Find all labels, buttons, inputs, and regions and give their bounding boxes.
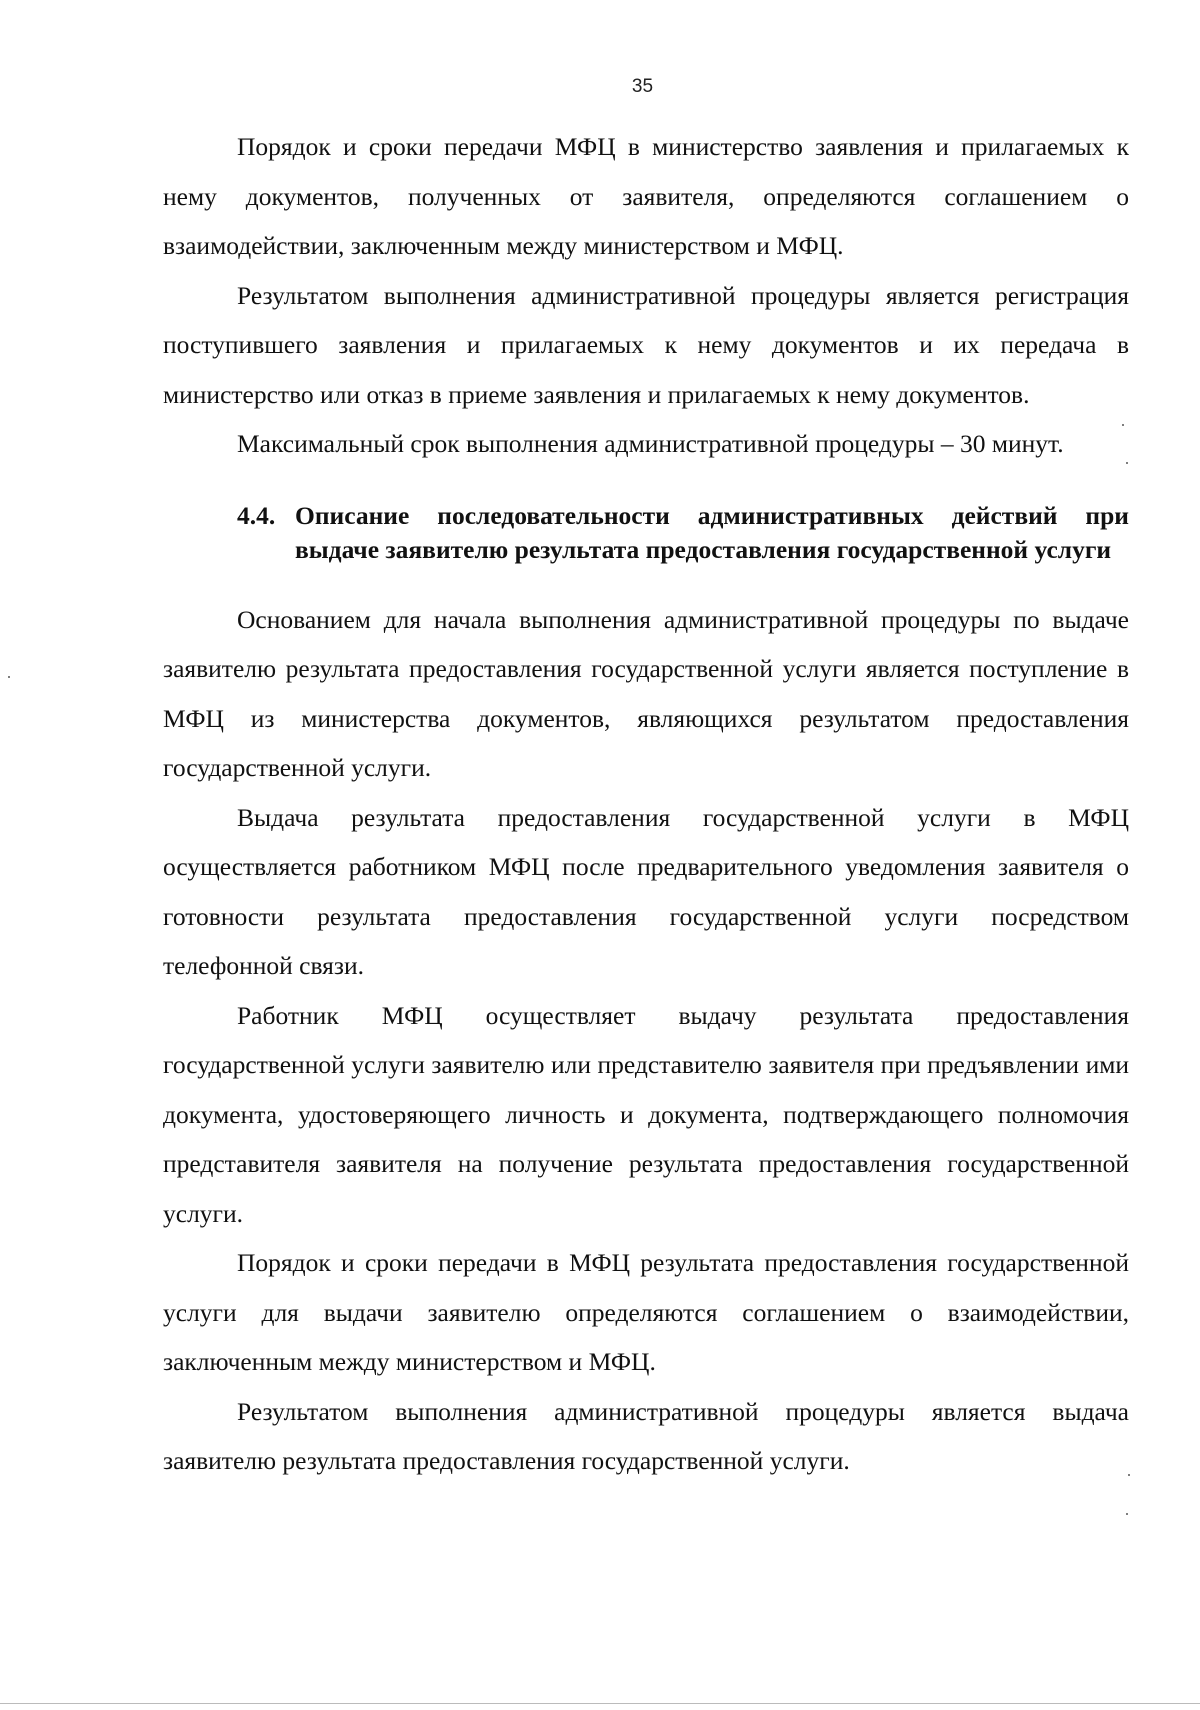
section-title: Описание последовательности административных действий при выдаче заявителю результата предоставления государственной услуги <box>295 500 1129 564</box>
scan-speck <box>1128 1474 1130 1476</box>
paragraph-employee-issues: Работник МФЦ осуществляет выдачу результата предоставления государственной услуги заявителю или представителю заявителя при предъявлении ими документа, удостоверяющего личность и документа, подтверждающего полномочия представителя заявителя на получение результата предоставления государственной услуги. <box>163 1000 1129 1228</box>
section-heading <box>163 499 1129 567</box>
scan-edge-line <box>0 1703 1200 1704</box>
page-number: 35 <box>631 76 654 97</box>
document-body <box>163 122 1129 1486</box>
paragraph-max-duration: Максимальный срок выполнения административной процедуры – 30 минут. <box>237 429 1064 458</box>
paragraph-basis: Основанием для начала выполнения административной процедуры по выдаче заявителю результата предоставления государственной услуги является поступление в МФЦ из министерства документов, являющихся результатом предоставления государственной услуги. <box>163 604 1129 782</box>
scan-speck <box>1126 462 1128 464</box>
paragraph-issuance: Выдача результата предоставления государственной услуги в МФЦ осуществляется работником МФЦ после предварительного уведомления заявителя о готовности результата предоставления государственной услуги посредством телефонной связи. <box>163 802 1129 980</box>
scan-speck <box>1126 1513 1128 1515</box>
scan-speck <box>8 676 10 678</box>
paragraph-transfer-order: Порядок и сроки передачи в МФЦ результата предоставления государственной услуги для выдачи заявителю определяются соглашением о взаимодействии, заключенным между министерством и МФЦ. <box>163 1248 1129 1376</box>
section-number: 4.4. <box>237 500 276 530</box>
scan-speck <box>1122 424 1124 426</box>
paragraph-transfer-terms: Порядок и сроки передачи МФЦ в министерство заявления и прилагаемых к нему документов, полученных от заявителя, определяются соглашением о взаимодействии, заключенным между министерством и МФЦ. <box>163 132 1129 260</box>
paragraph-procedure-result: Результатом выполнения административной процедуры является регистрация поступившего заявления и прилагаемых к нему документов и их передача в министерство или отказ в приеме заявления и прилагаемых к нему документов. <box>163 280 1129 409</box>
paragraph-final-result: Результатом выполнения административной процедуры является выдача заявителю результата предоставления государственной услуги. <box>163 1396 1129 1475</box>
